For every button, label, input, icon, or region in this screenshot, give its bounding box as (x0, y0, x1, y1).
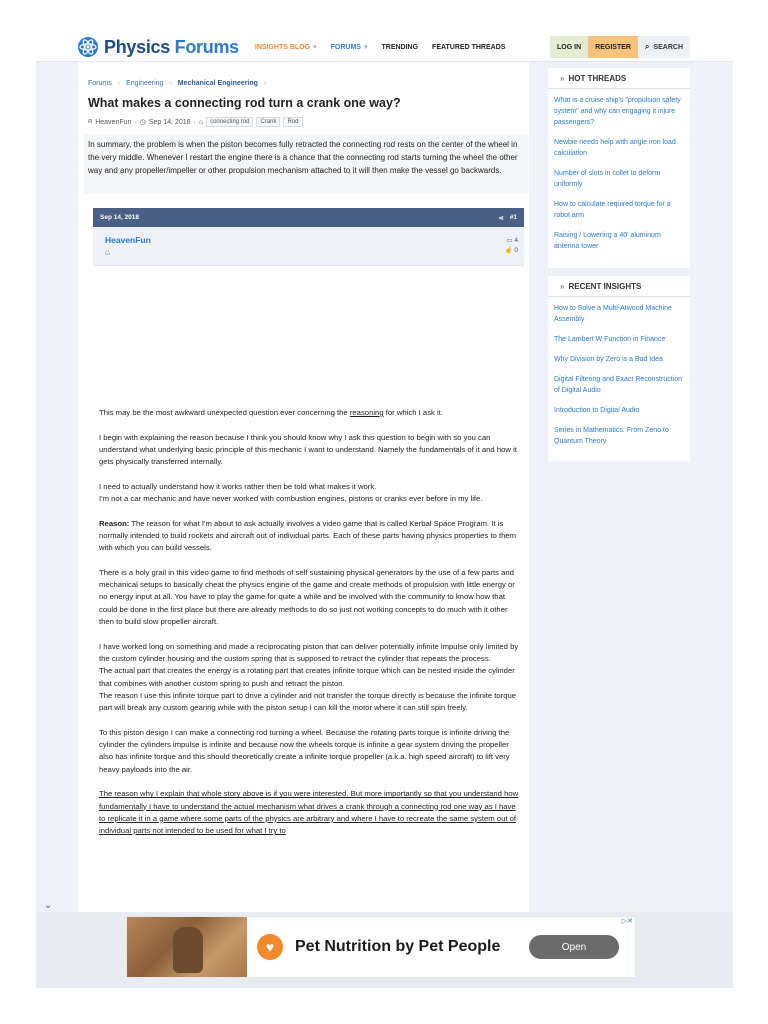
ad-choices-close-icon[interactable]: ▷✕ (621, 918, 633, 925)
reasoning-link[interactable]: reasoning (349, 408, 384, 417)
post-date[interactable]: Sep 14, 2018 (100, 214, 140, 221)
logo-text (104, 37, 239, 58)
atom-logo-icon (76, 35, 100, 59)
double-chevron-icon: » (560, 74, 565, 83)
meta-separator: · (134, 118, 137, 126)
post-text: The reason I use this infinite torque part to drive a cylinder and not transfer the torque directly is because the infinite torque part will break any custom gearing while with the piston setup I can kill the motor where it can still spin freely. (99, 690, 517, 713)
reason-label: Reason: (99, 518, 130, 528)
main-nav (255, 43, 520, 51)
clock-icon: ◷ (139, 119, 146, 126)
breadcrumb (88, 80, 266, 87)
post-header-actions (498, 214, 517, 222)
search-icon: ⌕ (644, 42, 650, 51)
tag-crank[interactable]: Crank (256, 117, 280, 127)
thread-date[interactable]: Sep 14, 2018 (148, 118, 191, 126)
hot-thread-link[interactable]: Number of slots in collet to deform uniformly (554, 170, 661, 188)
hot-thread-link[interactable]: What is a cruise ship's "propulsion safety system" and why can engaging it injure passengers? (554, 97, 681, 126)
nav-trending[interactable]: TRENDING (381, 43, 419, 51)
insight-link[interactable]: Series in Mathematics: From Zeno to Quantum Theory (554, 427, 669, 445)
chevron-down-icon[interactable]: ⌄ (44, 900, 53, 911)
insight-link[interactable]: Why Division by Zero is a Bad Idea (554, 356, 663, 363)
post-paragraph (99, 518, 519, 555)
recent-insights-title: RECENT INSIGHTS (568, 282, 642, 291)
search-button[interactable] (638, 36, 690, 58)
post-text: for which I ask it. (383, 408, 443, 417)
thread-title: What makes a connecting rod turn a crank one way? (88, 96, 401, 110)
post-text: The reason for what I'm about to ask actually involves a video game that is called Kerbal Space Program. It is normally intended to build rockets and aircraft out of individual parts. Each of these parts having physics properties to them with which you can build vessels. (99, 518, 517, 553)
hot-threads-title: HOT THREADS (568, 74, 627, 83)
post-paragraph (99, 407, 519, 419)
meta-separator: · (193, 118, 196, 126)
post-text: I need to actually understand how it works rather then be told what makes it work. (99, 481, 377, 491)
reactions-stat (504, 246, 518, 256)
site-header (36, 33, 733, 62)
post-username[interactable]: HeavenFun (105, 235, 151, 245)
nav-insights-blog[interactable] (255, 43, 317, 51)
user-icon: ⍝ (88, 118, 93, 125)
post-text: I have worked long on something and made a reciprocating piston that can deliver potentially infinite impulse only limited by the custom cylinder housing and the custom spring that is supposed to retract the cylinder that repeats the process. (99, 641, 519, 663)
recent-insights-header (548, 276, 690, 297)
chevron-down-icon: ▾ (363, 44, 368, 51)
post-paragraph: To this piston design I can make a connecting rod turning a wheel. Because the rotating parts torque is infinite driving the cylinder the cylinders impulse is infinite and because now the wheels torque is infinite a gear system driving the propeller also has infinite torque and this should theoretically create a infinite torque propeller (a.k.a. high speed aircraft) to lift very heavy payloads into the air. (99, 727, 510, 774)
post-user-stats (504, 236, 518, 256)
chevron-right-icon: › (263, 80, 267, 87)
post-user-info (93, 227, 524, 266)
advertisement-banner[interactable] (127, 917, 635, 977)
ad-open-button[interactable]: Open (529, 935, 619, 959)
hot-thread-link[interactable]: How to calculate required torque for a robot arm (554, 201, 671, 219)
search-label: SEARCH (653, 43, 683, 51)
nav-forums[interactable] (331, 43, 368, 51)
breadcrumb-engineering[interactable]: Engineering (126, 80, 164, 87)
header-actions (550, 36, 690, 58)
post-paragraph-underlined: The reason why I explain that whole story above is if you were interested. But more importantly so that you understand how fundamentally I have to understand the actual mechanism what drives a crank through a connecting rod one way as I have to replicate it in a game where some parts of the physics are arbitrary and where I have to recreate the same system out of individual parts not intended to be used for what I try to (99, 789, 519, 836)
heart-icon: ♥ (257, 934, 283, 960)
post-paragraph (99, 641, 519, 715)
hot-thread-link[interactable]: Raising / Lowering a 40' aluminum antenna tower (554, 232, 661, 250)
thread-meta (88, 117, 303, 127)
post-text: I'm not a car mechanic and have never worked with combustion engines, pistons or cranks ever before in my life. (99, 494, 483, 504)
post-header-bar (93, 208, 524, 227)
reactions-count: 0 (514, 247, 518, 254)
recent-insights-panel (548, 276, 690, 461)
login-button[interactable]: LOG IN (550, 36, 588, 58)
nav-forums-label: FORUMS (330, 44, 361, 51)
thread-author[interactable]: HeavenFun (95, 118, 132, 126)
thumbs-up-icon: ☝ (504, 247, 513, 254)
insight-link[interactable]: How to Solve a Multi-Atwood Machine Assembly (554, 305, 672, 323)
post-number[interactable]: #1 (509, 214, 517, 221)
share-icon[interactable]: ⋖ (498, 214, 504, 222)
cat-image (173, 927, 203, 973)
hot-thread-link[interactable]: Newbie needs help with angle iron load calculation (554, 139, 676, 157)
tag-connecting-rod[interactable]: connecting rod (206, 117, 253, 127)
breadcrumb-forums[interactable]: Forums (88, 80, 112, 87)
post-body (99, 407, 519, 850)
hot-threads-header (548, 68, 690, 89)
chevron-down-icon: ▾ (313, 44, 317, 51)
ad-headline[interactable]: Pet Nutrition by Pet People (295, 938, 501, 955)
post-paragraph: I begin with explaining the reason because I think you should know why I ask this question to begin with so you can understand what underlying basic principle of this mechanic I want to understand. Namely the fundamentals of it and how it gets physically transferred internally. (99, 432, 517, 467)
insight-link[interactable]: Introduction to Digital Audio (554, 407, 640, 414)
message-icon: ▭ (506, 237, 513, 244)
site-logo[interactable] (76, 35, 239, 59)
messages-stat (504, 236, 518, 246)
post-text: The actual part that creates the energy is a rotating part that creates infinite torque which can be nested inside the cylinder that combines with another custom spring to push and retract the piston. (99, 666, 515, 688)
messages-count: 4 (514, 237, 518, 244)
thread-summary: In summary, the problem is when the piston becomes fully retracted the connecting rod rests on the center of the wheel in the very middle. Whenever I restart the engine there is a chance that the connecting rod starts turning the wheel the other way and any propeller/impeller or other propulsion mechanism attached to it will then make the vessel go backwards. (88, 140, 518, 175)
tag-rod[interactable]: Rod (283, 117, 302, 127)
ad-image (127, 917, 247, 977)
breadcrumb-mechanical-engineering[interactable]: Mechanical Engineering (177, 80, 258, 87)
tag-icon: ⌂ (198, 118, 204, 126)
insight-link[interactable]: Digital Filtering and Exact Reconstruction of Digital Audio (554, 376, 683, 394)
user-avatar-icon: ⍝ (105, 248, 110, 257)
post-text: This may be the most awkward unexpected question ever concerning the (99, 408, 350, 417)
nav-featured-threads[interactable]: FEATURED THREADS (432, 43, 506, 51)
logo-forums: Forums (174, 36, 239, 57)
register-button[interactable]: REGISTER (588, 36, 638, 58)
insight-link[interactable]: The Lambert W Function in Finance (554, 336, 666, 343)
nav-insights-blog-label: INSIGHTS BLOG (254, 44, 311, 51)
chevron-right-icon: › (169, 80, 172, 87)
post-paragraph (99, 481, 519, 506)
double-chevron-icon: » (560, 282, 565, 291)
post-paragraph: There is a holy grail in this video game to find methods of self sustaining physical generators by the use of a few parts and mechanical setups to basically cheat the physics engine of the game and create methods of propulsion with little energy or no energy input at all. You have to play the game for quite a while and be involved with the community to know how that could be done in the first place but there are already methods to do so just not working concepts to do much with it other then to build slow propeller aircraft. (99, 567, 515, 627)
hot-threads-panel (548, 68, 690, 268)
logo-physics: Physics (104, 36, 170, 57)
chevron-right-icon: › (117, 80, 121, 87)
